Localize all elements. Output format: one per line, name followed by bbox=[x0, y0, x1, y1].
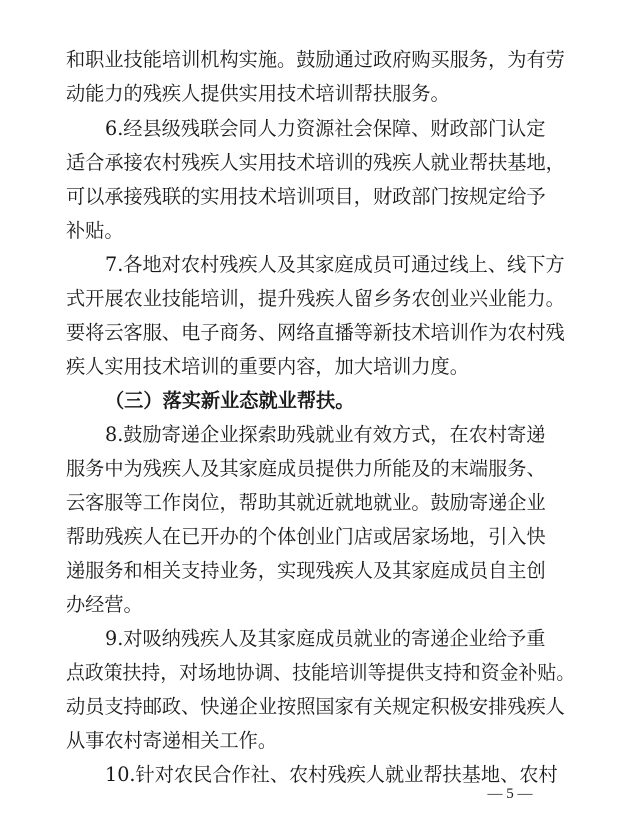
text-line: 可以承接残联的实用技术培训项目，财政部门按规定给予 bbox=[66, 185, 546, 208]
page-number: — 5 — bbox=[487, 786, 533, 802]
text-line: 点政策扶持，对场地协调、技能培训等提供支持和资金补贴。 bbox=[66, 661, 576, 684]
text-line: 动能力的残疾人提供实用技术培训帮扶服务。 bbox=[66, 82, 450, 105]
text-line: 8.鼓励寄递企业探索助残就业有效方式，在农村寄递 bbox=[105, 423, 546, 446]
text-line: 帮助残疾人在已开办的个体创业门店或居家场地，引入快 bbox=[66, 525, 546, 548]
text-line: 适合承接农村残疾人实用技术培训的残疾人就业帮扶基地， bbox=[66, 151, 565, 174]
text-line: 10.针对农民合作社、农村残疾人就业帮扶基地、农村 bbox=[105, 763, 558, 786]
text-line: 9.对吸纳残疾人及其家庭成员就业的寄递企业给予重 bbox=[105, 627, 546, 650]
text-line: 7.各地对农村残疾人及其家庭成员可通过线上、线下方 bbox=[105, 253, 565, 276]
text-line: 递服务和相关支持业务，实现残疾人及其家庭成员自主创 bbox=[66, 559, 546, 582]
text-line: 6.经县级残联会同人力资源社会保障、财政部门认定 bbox=[105, 117, 546, 140]
text-line: 补贴。 bbox=[66, 219, 124, 242]
text-line: 要将云客服、电子商务、网络直播等新技术培训作为农村残 bbox=[66, 321, 565, 344]
text-line: 和职业技能培训机构实施。鼓励通过政府购买服务，为有劳 bbox=[66, 48, 565, 71]
text-line: 疾人实用技术培训的重要内容，加大培训力度。 bbox=[66, 355, 469, 378]
text-line: 云客服等工作岗位，帮助其就近就地就业。鼓励寄递企业 bbox=[66, 491, 546, 514]
text-line: 式开展农业技能培训，提升残疾人留乡务农创业兴业能力。 bbox=[66, 287, 565, 310]
text-line: 动员支持邮政、快递企业按照国家有关规定积极安排残疾人 bbox=[66, 695, 565, 718]
text-line: 从事农村寄递相关工作。 bbox=[66, 729, 278, 752]
text-line: 服务中为残疾人及其家庭成员提供力所能及的末端服务、 bbox=[66, 457, 546, 480]
text-line: 办经营。 bbox=[66, 593, 143, 616]
section-heading: （三）落实新业态就业帮扶。 bbox=[105, 389, 355, 412]
